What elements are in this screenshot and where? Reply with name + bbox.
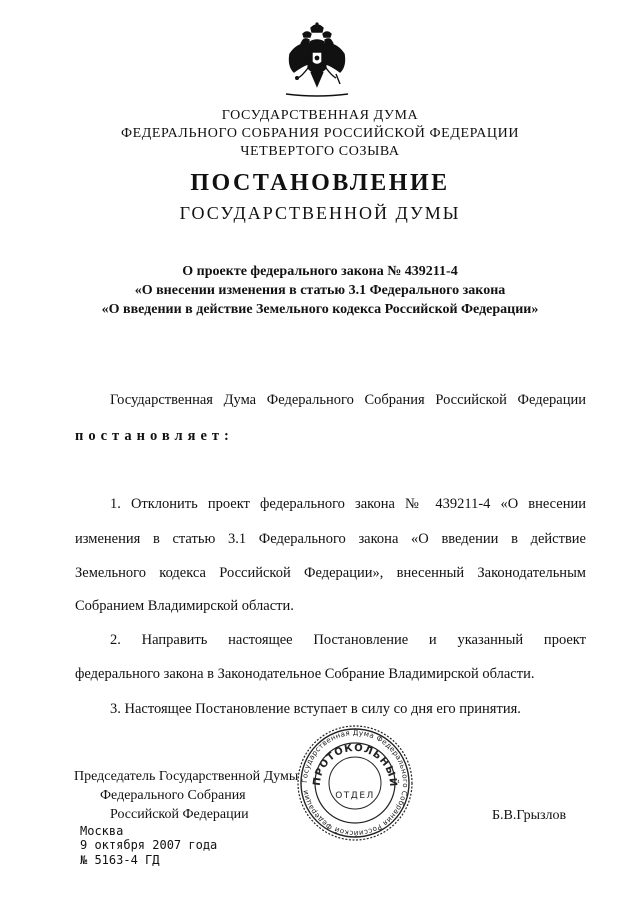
header-line-convocation: ЧЕТВЕРТОГО СОЗЫВА — [240, 144, 400, 159]
stamp-center-text: ОТДЕЛ — [335, 791, 375, 801]
stamp-ring-text: Государственная Дума Федерального Собрания Российской Федерации — [299, 727, 411, 839]
preamble-text: Государственная Дума Федерального Собрания Российской Федерации — [110, 392, 586, 408]
stamp-inner-arc-text: ПРОТОКОЛЬНЫЙ — [311, 742, 399, 788]
footer-number: № 5163-4 ГД — [80, 853, 160, 867]
coat-of-arms-emblem-icon — [284, 20, 350, 100]
item-2-line-1: 2. Направить настоящее Постановление и указанный проект — [110, 632, 586, 648]
footer-city: Москва — [80, 824, 124, 838]
subject-line-3: «О введении в действие Земельного кодекса Российской Федерации» — [101, 302, 539, 317]
header-line-duma: ГОСУДАРСТВЕННАЯ ДУМА — [221, 108, 419, 123]
item-2-line-2: федерального закона в Законодательное Собрание Владимирской области. — [75, 666, 535, 682]
document-title: ПОСТАНОВЛЕНИЕ — [190, 170, 450, 196]
official-stamp — [296, 724, 414, 842]
signatory-title-line-2: Федерального Собрания — [100, 788, 246, 803]
signatory-name: Б.В.Грызлов — [492, 808, 567, 823]
header-line-federal-assembly: ФЕДЕРАЛЬНОГО СОБРАНИЯ РОССИЙСКОЙ ФЕДЕРАЦИИ — [120, 126, 520, 141]
document-subtitle: ГОСУДАРСТВЕННОЙ ДУМЫ — [179, 203, 461, 223]
footer-date: 9 октября 2007 года — [80, 838, 218, 852]
signatory-title-line-1: Председатель Государственной Думы — [74, 769, 299, 784]
item-1-line-1: 1. Отклонить проект федерального закона № 439211-4 «О внесении — [110, 496, 586, 512]
item-1-line-3: Земельного кодекса Российской Федерации», внесенный Законодательным — [75, 565, 586, 581]
item-3-line-1: 3. Настоящее Постановление вступает в силу со дня его принятия. — [110, 701, 521, 717]
subject-line-1: О проекте федерального закона № 439211-4 — [182, 264, 458, 279]
item-1-line-4: Собранием Владимирской области. — [75, 598, 294, 614]
item-1-line-2: изменения в статью 3.1 Федерального закона «О введении в действие — [75, 531, 586, 547]
subject-line-2: «О внесении изменения в статью 3.1 Федерального закона — [134, 283, 506, 298]
signatory-title-line-3: Российской Федерации — [110, 807, 249, 822]
resolves-label: постановляет: — [75, 428, 234, 444]
